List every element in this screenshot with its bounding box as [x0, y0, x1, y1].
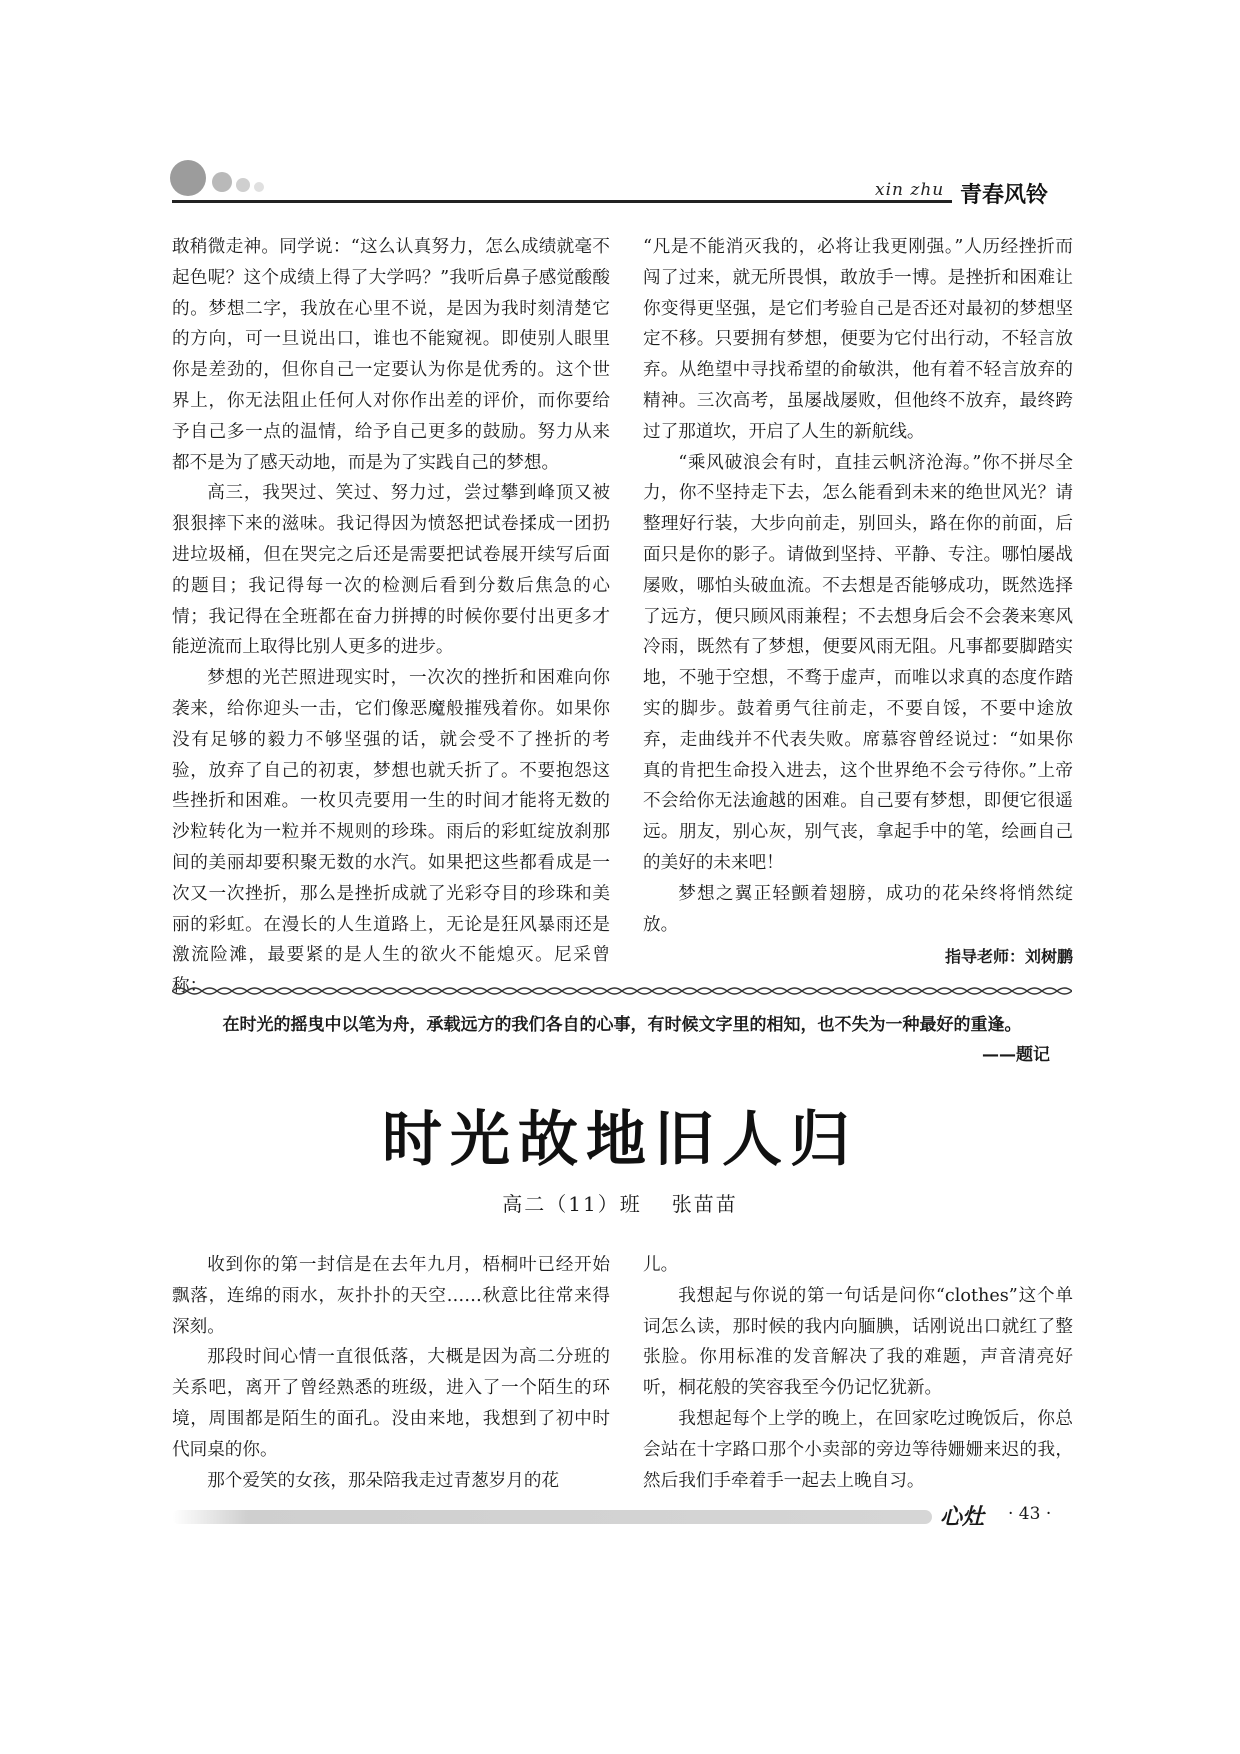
paragraph: “乘风破浪会有时，直挂云帆济沧海。”你不拼尽全力，你不坚持走下去，怎么能看到未来的绝世风光？请整理好行装，大步向前走，别回头，路在你的前面，后面只是你的影子。请做到坚持、平静、专注。哪怕屡战屡败，哪怕头破血流。不去想是否能够成功，既然选择了远方，便只顾风雨兼程；不去想身后会不会袭来寒风冷雨，既然有了梦想，便要风雨无阻。凡事都要脚踏实地，不驰于空想，不骛于虚声，而唯以求真的态度作踏实的脚步。鼓着勇气往前走，不要自馁，不要中途放弃，走曲线并不代表失败。席慕容曾经说过：“如果你真的肯把生命投入进去，这个世界绝不会亏待你。”上帝不会给你无法逾越的困难。自己要有梦想，即便它很遥远。朋友，别心灰，别气丧，拿起手中的笔，绘画自己的美好的未来吧！: [643, 452, 1073, 873]
header-decoration-dots: [170, 160, 280, 200]
paragraph: 那个爱笑的女孩，那朵陪我走过青葱岁月的花: [207, 1470, 560, 1491]
header-column-name: 青春风铃: [960, 183, 1049, 208]
new-article-right-column: [643, 1250, 1073, 1496]
paragraph: 高三，我哭过、笑过、努力过，尝过攀到峰顶又被狠狠摔下来的滋味。我记得因为愤怒把试卷揉成一团扔进垃圾桶，但在哭完之后还是需要把试卷展开续写后面的题目；我记得每一次的检测后看到分数后焦急的心情；我记得在全班都在奋力拼搏的时候你要付出更多才能逆流而上取得比别人更多的进步。: [172, 483, 610, 658]
footer-bar: [172, 1510, 932, 1524]
decorative-wave-divider: [172, 985, 1072, 997]
header-dot: [236, 178, 250, 192]
epigraph-attribution: ——题记: [982, 1045, 1050, 1065]
paragraph: 收到你的第一封信是在去年九月，梧桐叶已经开始飘落，连绵的雨水，灰扑扑的天空……秋意比往常来得深刻。: [172, 1255, 610, 1337]
paragraph: 梦想之翼正轻颤着翅膀，成功的花朵终将悄然绽放。: [643, 883, 1073, 935]
header-rule: [172, 200, 952, 203]
top-article-right-column: [643, 232, 1073, 973]
paragraph: 我想起与你说的第一句话是问你“clothes”这个单词怎么读，那时候的我内向腼腆，话刚说出口就红了整张脸。你用标准的发音解决了我的难题，声音清亮好听，桐花般的笑容我至今仍记忆犹新。: [643, 1285, 1073, 1399]
top-article-left-column: [172, 232, 610, 1002]
paragraph: 梦想的光芒照进现实时，一次次的挫折和困难向你袭来，给你迎头一击，它们像恶魔般摧残着你。如果你没有足够的毅力不够坚强的话，就会受不了挫折的考验，放弃了自己的初衷，梦想也就夭折了。不要抱怨这些挫折和困难。一枚贝壳要用一生的时间才能将无数的沙粒转化为一粒并不规则的珍珠。雨后的彩虹绽放刹那间的美丽却要积聚无数的水汽。如果把这些都看成是一次又一次挫折，那么是挫折成就了光彩夺目的珍珠和美丽的彩虹。在漫长的人生道路上，无论是狂风暴雨还是激流险滩，最要紧的是人生的欲火不能熄灭。尼采曾称：: [172, 668, 610, 997]
paragraph: 儿。: [643, 1255, 679, 1275]
page-number: · 43 ·: [1008, 1504, 1052, 1524]
teacher-credit: 指导老师：刘树鹏: [944, 947, 1073, 967]
byline-class: 高二（11）班: [502, 1192, 642, 1216]
paragraph: 敢稍微走神。同学说：“这么认真努力，怎么成绩就毫不起色呢？这个成绩上得了大学吗？”我听后鼻子感觉酸酸的。梦想二字，我放在心里不说，是因为我时刻清楚它的方向，可一旦说出口，谁也不能窥视。即使别人眼里你是差劲的，但你自己一定要认为你是优秀的。这个世界上，你无法阻止任何人对你作出差的评价，而你要给予自己多一点的温情，给予自己更多的鼓励。努力从来都不是为了感天动地，而是为了实践自己的梦想。: [172, 237, 610, 473]
paragraph: “凡是不能消灭我的，必将让我更刚强。”人历经挫折而闯了过来，就无所畏惧，敢放手一博。是挫折和困难让你变得更坚强，是它们考验自己是否还对最初的梦想坚定不移。只要拥有梦想，便要为它付出行动，不轻言放弃。从绝望中寻找希望的俞敏洪，他有着不轻言放弃的精神。三次高考，虽屡战屡败，但他终不放弃，最终跨过了那道坎，开启了人生的新航线。: [643, 237, 1073, 442]
header-dot: [254, 182, 264, 192]
byline-author: 张苗苗: [671, 1192, 738, 1216]
paragraph: 那段时间心情一直很低落，大概是因为高二分班的关系吧，离开了曾经熟悉的班级，进入了一个陌生的环境，周围都是陌生的面孔。没由来地，我想到了初中时代同桌的你。: [172, 1347, 610, 1460]
header-pinyin: xin zhu: [875, 180, 945, 200]
byline: [0, 1188, 1240, 1217]
footer-magazine-name: 心灶: [940, 1504, 985, 1530]
paragraph: 我想起每个上学的晚上，在回家吃过晚饭后，你总会站在十字路口那个小卖部的旁边等待姗姗来迟的我，然后我们手牵着手一起去上晚自习。: [643, 1408, 1073, 1491]
article-title: 时光故地旧人归: [382, 1105, 858, 1175]
header-dot-large: [170, 160, 206, 196]
epigraph: 在时光的摇曳中以笔为舟，承载远方的我们各自的心事，有时候文字里的相知，也不失为一种最好的重逢。: [222, 1015, 1022, 1035]
new-article-left-column: [172, 1250, 610, 1496]
header-dot: [212, 172, 232, 192]
